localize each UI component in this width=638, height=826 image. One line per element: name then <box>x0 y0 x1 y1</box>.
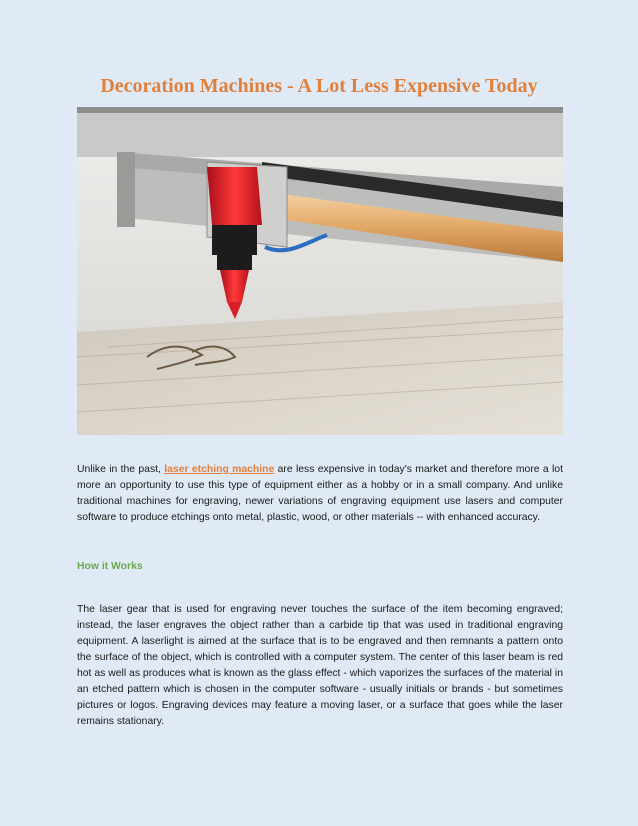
laser-etching-machine-link[interactable]: laser etching machine <box>164 464 275 475</box>
how-it-works-paragraph: The laser gear that is used for engraving never touches the surface of the item becoming engraved; instead, the laser engraves the object rather than a carbide tip that was used in traditional engraving equipment. A laserlight is aimed at the surface that is to be engraved and then remnants a pattern onto the surface of the object, which is controlled with a computer system. The center of this laser beam is red hot as well as produces what is known as the glass effect - which vaporizes the surfaces of the material in an etched pattern which is chosen in the computer software - usually initials or brands - but sometimes pictures or logos. Engraving devices may feature a moving laser, or a surface that goes while the laser remains stationary. <box>77 604 563 727</box>
page-title: Decoration Machines - A Lot Less Expensive Today <box>100 75 538 97</box>
laser-engraver-photo <box>77 107 563 435</box>
intro-text-after: are less expensive in today's market and therefore more a lot more an opportunity to use this type of equipment either as a hobby or in a small company. And unlike traditional machines for engraving, newer variations of engraving equipment use lasers and computer software to produce etchings onto metal, plastic, wood, or other materials -- with enhanced accuracy. <box>77 464 563 523</box>
section-heading: How it Works <box>77 561 143 572</box>
intro-paragraph <box>77 462 563 526</box>
intro-text-before: Unlike in the past, <box>77 464 165 475</box>
